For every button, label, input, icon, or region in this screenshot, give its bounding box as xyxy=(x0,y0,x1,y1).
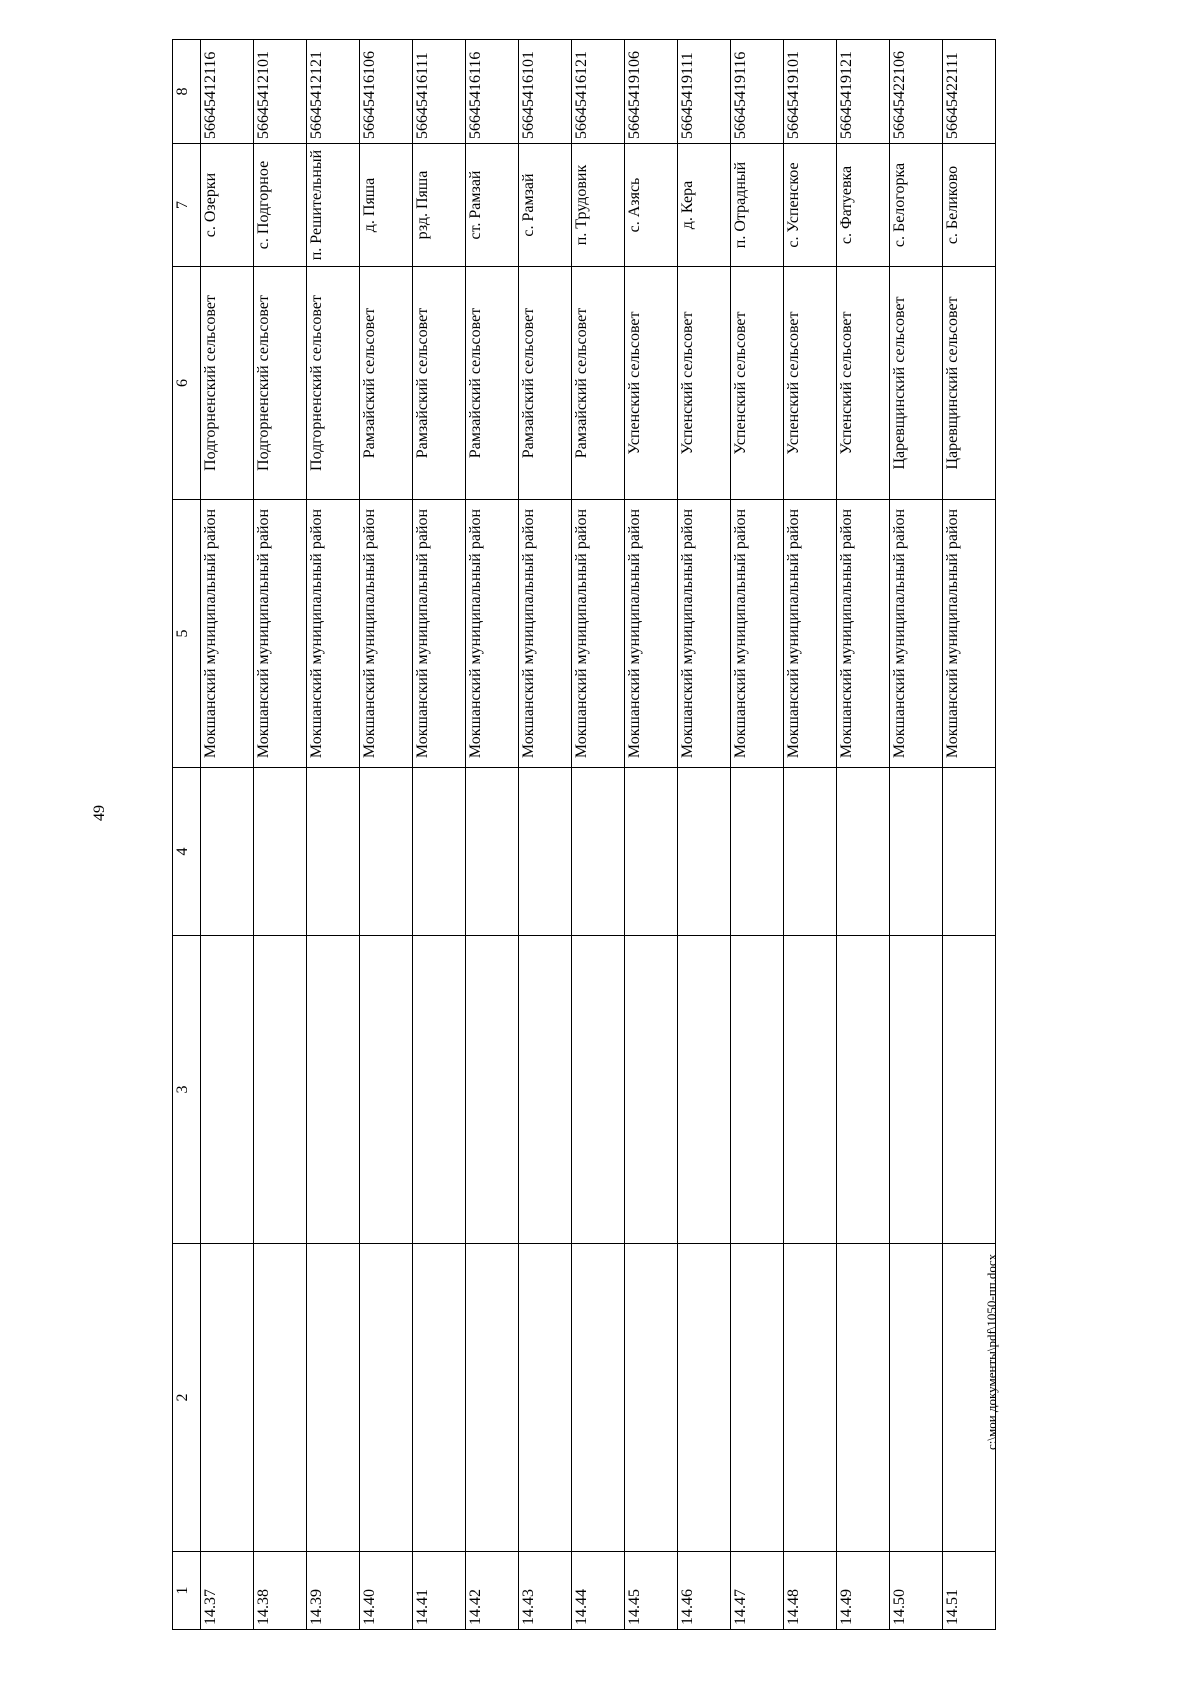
oktmo-code-cell: 56645422106 xyxy=(890,40,943,144)
empty-cell xyxy=(201,1244,254,1552)
council-cell: Рамзайский сельсовет xyxy=(519,267,572,500)
column-number-header: 5 xyxy=(173,500,201,768)
empty-cell xyxy=(519,768,572,936)
settlement-cell: ст. Рамзай xyxy=(466,144,519,267)
district-cell: Мокшанский муниципальный район xyxy=(519,500,572,768)
district-cell: Мокшанский муниципальный район xyxy=(466,500,519,768)
row-number-cell: 14.51 xyxy=(943,1552,996,1630)
oktmo-code-cell: 56645412121 xyxy=(307,40,360,144)
row-number-cell: 14.39 xyxy=(307,1552,360,1630)
empty-cell xyxy=(678,768,731,936)
settlement-cell: д. Кера xyxy=(678,144,731,267)
empty-cell xyxy=(731,1244,784,1552)
council-cell: Успенский сельсовет xyxy=(678,267,731,500)
council-cell: Рамзайский сельсовет xyxy=(572,267,625,500)
council-cell: Успенский сельсовет xyxy=(837,267,890,500)
empty-cell xyxy=(466,936,519,1244)
column-number-header: 1 xyxy=(173,1552,201,1630)
page-number: 49 xyxy=(91,805,108,821)
empty-cell xyxy=(890,1244,943,1552)
table-row xyxy=(413,40,466,1630)
settlement-cell: с. Озерки xyxy=(201,144,254,267)
table-row xyxy=(731,40,784,1630)
empty-cell xyxy=(201,936,254,1244)
empty-cell xyxy=(201,768,254,936)
settlements-table xyxy=(172,39,996,1630)
empty-cell xyxy=(837,768,890,936)
district-cell: Мокшанский муниципальный район xyxy=(731,500,784,768)
empty-cell xyxy=(678,1244,731,1552)
settlement-cell: п. Трудовик xyxy=(572,144,625,267)
oktmo-code-cell: 56645412101 xyxy=(254,40,307,144)
council-cell: Успенский сельсовет xyxy=(625,267,678,500)
empty-cell xyxy=(413,1244,466,1552)
row-number-cell: 14.43 xyxy=(519,1552,572,1630)
footer-file-path: c:\мои документы\pdf\1050-пп.docx xyxy=(984,1253,999,1450)
district-cell: Мокшанский муниципальный район xyxy=(413,500,466,768)
row-number-cell: 14.48 xyxy=(784,1552,837,1630)
oktmo-code-cell: 56645419121 xyxy=(837,40,890,144)
row-number-cell: 14.37 xyxy=(201,1552,254,1630)
oktmo-code-cell: 56645419116 xyxy=(731,40,784,144)
table-row xyxy=(519,40,572,1630)
oktmo-code-cell: 56645419106 xyxy=(625,40,678,144)
row-number-cell: 14.38 xyxy=(254,1552,307,1630)
oktmo-code-cell: 56645416121 xyxy=(572,40,625,144)
council-cell: Царевщинский сельсовет xyxy=(890,267,943,500)
column-number-header: 2 xyxy=(173,1244,201,1552)
empty-cell xyxy=(731,936,784,1244)
row-number-cell: 14.49 xyxy=(837,1552,890,1630)
council-cell: Подгорненский сельсовет xyxy=(307,267,360,500)
empty-cell xyxy=(572,768,625,936)
empty-cell xyxy=(837,936,890,1244)
table-row xyxy=(625,40,678,1630)
row-number-cell: 14.46 xyxy=(678,1552,731,1630)
council-cell: Рамзайский сельсовет xyxy=(466,267,519,500)
council-cell: Подгорненский сельсовет xyxy=(201,267,254,500)
empty-cell xyxy=(731,768,784,936)
table-row xyxy=(837,40,890,1630)
settlement-cell: д. Пяша xyxy=(360,144,413,267)
column-number-header: 8 xyxy=(173,40,201,144)
district-cell: Мокшанский муниципальный район xyxy=(943,500,996,768)
table-header-row xyxy=(173,40,201,1630)
settlement-cell: с. Беликово xyxy=(943,144,996,267)
council-cell: Царевщинский сельсовет xyxy=(943,267,996,500)
settlement-cell: рзд. Пяша xyxy=(413,144,466,267)
table-container xyxy=(172,40,982,1630)
district-cell: Мокшанский муниципальный район xyxy=(572,500,625,768)
settlement-cell: с. Успенское xyxy=(784,144,837,267)
council-cell: Рамзайский сельсовет xyxy=(360,267,413,500)
empty-cell xyxy=(625,1244,678,1552)
council-cell: Успенский сельсовет xyxy=(784,267,837,500)
district-cell: Мокшанский муниципальный район xyxy=(837,500,890,768)
empty-cell xyxy=(943,768,996,936)
table-row xyxy=(572,40,625,1630)
settlement-cell: с. Белогорка xyxy=(890,144,943,267)
empty-cell xyxy=(519,1244,572,1552)
empty-cell xyxy=(254,768,307,936)
empty-cell xyxy=(837,1244,890,1552)
row-number-cell: 14.50 xyxy=(890,1552,943,1630)
column-number-header: 7 xyxy=(173,144,201,267)
district-cell: Мокшанский муниципальный район xyxy=(784,500,837,768)
settlement-cell: с. Подгорное xyxy=(254,144,307,267)
empty-cell xyxy=(360,768,413,936)
table-row xyxy=(466,40,519,1630)
oktmo-code-cell: 56645422111 xyxy=(943,40,996,144)
empty-cell xyxy=(625,768,678,936)
table-row xyxy=(678,40,731,1630)
table-row xyxy=(201,40,254,1630)
settlement-cell: с. Фатуевка xyxy=(837,144,890,267)
empty-cell xyxy=(466,1244,519,1552)
empty-cell xyxy=(360,1244,413,1552)
empty-cell xyxy=(784,936,837,1244)
empty-cell xyxy=(784,768,837,936)
row-number-cell: 14.40 xyxy=(360,1552,413,1630)
empty-cell xyxy=(572,1244,625,1552)
empty-cell xyxy=(307,768,360,936)
empty-cell xyxy=(466,768,519,936)
table-row xyxy=(890,40,943,1630)
district-cell: Мокшанский муниципальный район xyxy=(625,500,678,768)
district-cell: Мокшанский муниципальный район xyxy=(201,500,254,768)
settlement-cell: п. Решительный xyxy=(307,144,360,267)
column-number-header: 3 xyxy=(173,936,201,1244)
oktmo-code-cell: 56645416111 xyxy=(413,40,466,144)
empty-cell xyxy=(890,936,943,1244)
table-row xyxy=(360,40,413,1630)
empty-cell xyxy=(254,936,307,1244)
row-number-cell: 14.41 xyxy=(413,1552,466,1630)
council-cell: Подгорненский сельсовет xyxy=(254,267,307,500)
row-number-cell: 14.44 xyxy=(572,1552,625,1630)
empty-cell xyxy=(254,1244,307,1552)
empty-cell xyxy=(678,936,731,1244)
empty-cell xyxy=(784,1244,837,1552)
empty-cell xyxy=(625,936,678,1244)
oktmo-code-cell: 56645412116 xyxy=(201,40,254,144)
row-number-cell: 14.42 xyxy=(466,1552,519,1630)
column-number-header: 6 xyxy=(173,267,201,500)
empty-cell xyxy=(360,936,413,1244)
district-cell: Мокшанский муниципальный район xyxy=(254,500,307,768)
settlement-cell: с. Азясь xyxy=(625,144,678,267)
council-cell: Успенский сельсовет xyxy=(731,267,784,500)
empty-cell xyxy=(413,768,466,936)
empty-cell xyxy=(307,1244,360,1552)
empty-cell xyxy=(572,936,625,1244)
council-cell: Рамзайский сельсовет xyxy=(413,267,466,500)
table-row xyxy=(784,40,837,1630)
oktmo-code-cell: 56645416106 xyxy=(360,40,413,144)
column-number-header: 4 xyxy=(173,768,201,936)
empty-cell xyxy=(519,936,572,1244)
row-number-cell: 14.45 xyxy=(625,1552,678,1630)
district-cell: Мокшанский муниципальный район xyxy=(360,500,413,768)
oktmo-code-cell: 56645419111 xyxy=(678,40,731,144)
table-row xyxy=(307,40,360,1630)
empty-cell xyxy=(307,936,360,1244)
settlement-cell: п. Отрадный xyxy=(731,144,784,267)
empty-cell xyxy=(413,936,466,1244)
row-number-cell: 14.47 xyxy=(731,1552,784,1630)
settlement-cell: с. Рамзай xyxy=(519,144,572,267)
oktmo-code-cell: 56645416101 xyxy=(519,40,572,144)
district-cell: Мокшанский муниципальный район xyxy=(890,500,943,768)
table-row xyxy=(254,40,307,1630)
district-cell: Мокшанский муниципальный район xyxy=(307,500,360,768)
oktmo-code-cell: 56645416116 xyxy=(466,40,519,144)
district-cell: Мокшанский муниципальный район xyxy=(678,500,731,768)
oktmo-code-cell: 56645419101 xyxy=(784,40,837,144)
empty-cell xyxy=(890,768,943,936)
